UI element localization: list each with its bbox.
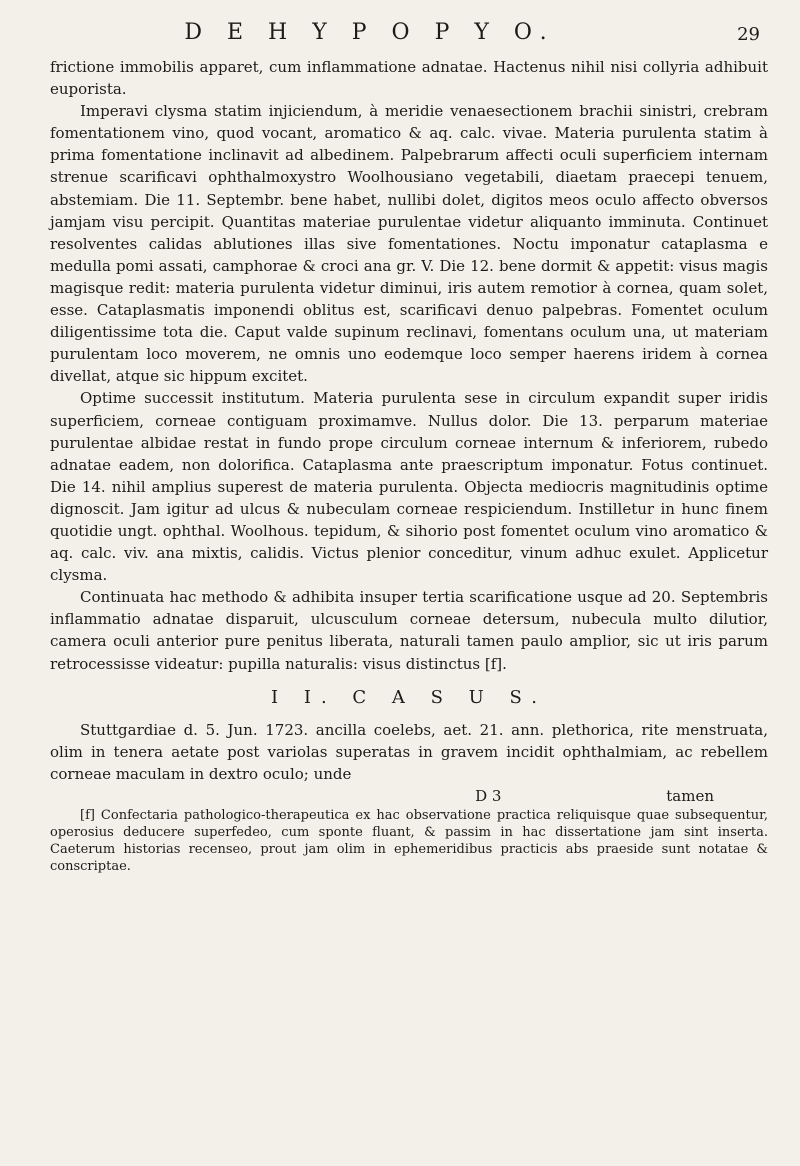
catchword: tamen [666,787,714,805]
footnote: [f] Confectaria pathologico-therapeutica ex hac observatione practica reliquisque quae subsequentur, operosius deducere superfedeo, cum sponte fluant, & passim in hac dissertatione jam sint inserta. Caeterum historias recenseo, prout jam olim in ephemeridibus practicis abs praeside sunt notatae & conscriptae. [50,808,768,875]
paragraph: frictione immobilis apparet, cum inflammatione adnatae. Hactenus nihil nisi collyria adhibuit euporista. [50,58,768,99]
page-number: 29 [737,24,760,45]
running-title: D E H Y P O P Y O. [184,20,556,45]
running-head [0,20,800,54]
body-text [50,56,768,875]
catch-line [50,785,768,807]
signature-mark: D 3 [475,787,502,805]
paragraph: Continuata hac methodo & adhibita insuper tertia scarificatione usque ad 20. Septembris inflammatio adnatae disparuit, ulcusculum corneae detersum, nubecula multo dilutior, camera oculi anterior pure penitus liberata, naturali tamen paulo amplior, sic ut iris parum retrocessisse videatur: pupilla naturalis: visus distinctus [f]. [50,588,768,673]
case-paragraph: Stuttgardiae d. 5. Jun. 1723. ancilla coelebs, aet. 21. ann. plethorica, rite menstruata, olim in tenera aetate post variolas superatas in gravem incidit ophthalmiam, ac rebellem corneae maculam in dextro oculo; unde [50,720,768,783]
paragraph: Imperavi clysma statim injiciendum, à meridie venaesectionem brachii sinistri, crebram fomentationem vino, quod vocant, aromatico & aq. calc. vivae. Materia purulenta statim à prima fomentatione inclinavit ad albedinem. Palpebrarum affecti oculi superficiem internam strenue scarificavi ophthalmoxystro Woolhousiano vegetabili, diaetam praecepi tenuem, abstemiam. Die 11. Septembr. bene habet, nullibi dolet, digitos meos oculo affecto obversos jamjam visu percipit. Quantitas materiae purulentae videtur aliquanto imminuta. Continuet resolventes calidas ablutiones illas sive fomentationes. Noctu imponatur cataplasma e medulla pomi assati, camphorae & croci ana gr. V. Die 12. bene dormit & appetit: visus magis magisque redit: materia purulenta videtur diminui, iris autem remotior à cornea, quam solet, esse. Cataplasmatis imponendi oblitus est, scarificavi denuo palpebras. Fomentet oculum diligentissime tota die. Caput valde supinum reclinavi, fomentans oculum una, ut materiam purulentam loco moverem, ne omnis uno eodemque loco semper haerens iridem à cornea divellat, atque sic hippum excitet. [50,102,768,386]
case-heading: I I. C A S U S. [271,686,547,708]
paragraph: Optime successit institutum. Materia purulenta sese in circulum expandit super iridis superficiem, corneae contiguam proximamve. Nullus dolor. Die 13. perparum materiae purulentae albidae restat in fundo prope circulum corneae internum & inferiorem, rubedo adnatae eadem, non dolorifica. Cataplasma ante praescriptum imponatur. Fotus continuet. Die 14. nihil amplius superest de materia purulenta. Objecta mediocris magnitudinis optime dignoscit. Jam igitur ad ulcus & nubeculam corneae respiciendum. Instilletur in hunc finem quotidie ungt. ophthal. Woolhous. tepidum, & sihorio post fomentet oculum vino aromatico & aq. calc. viv. ana mixtis, calidis. Victus plenior conceditur, vinum adhuc exulet. Applicetur clysma. [50,389,768,585]
